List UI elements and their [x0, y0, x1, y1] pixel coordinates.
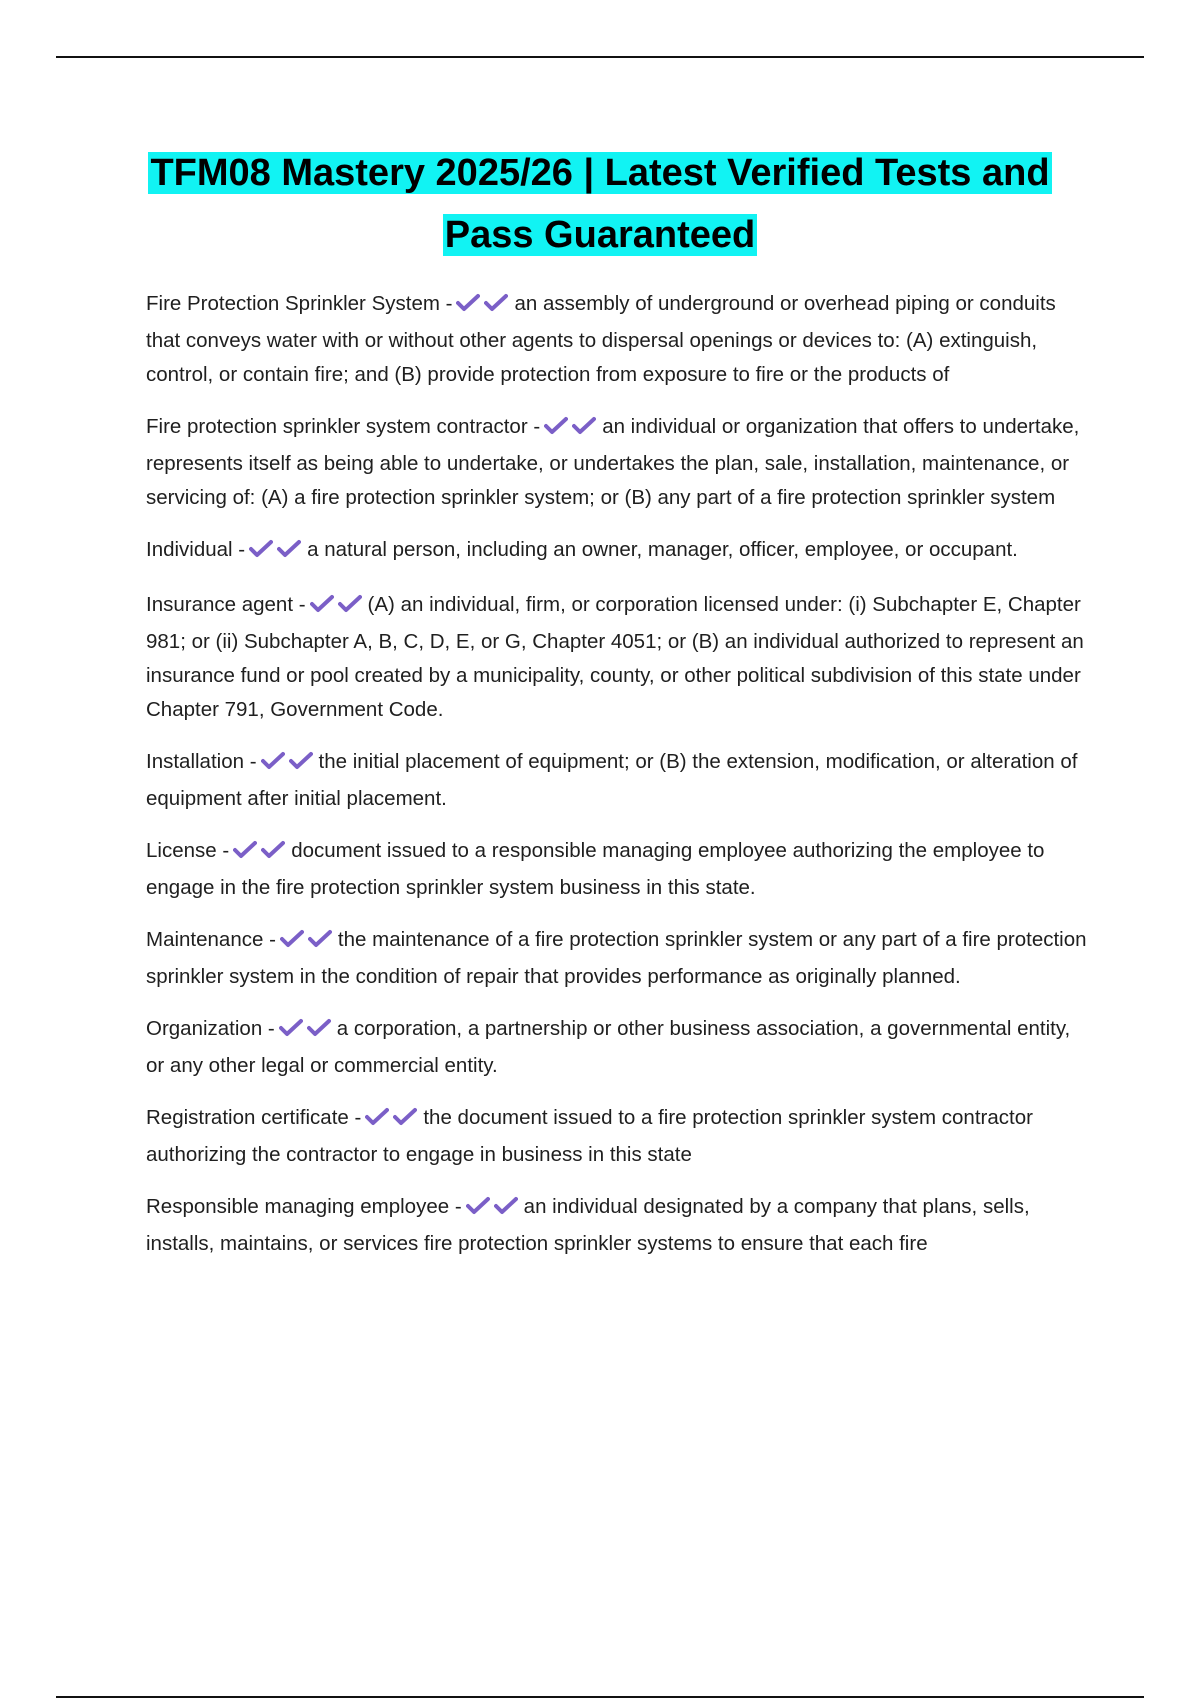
- definition-text: a natural person, including an owner, manager, officer, employee, or occupant.: [307, 538, 1018, 561]
- checkmark-icon: [365, 1107, 389, 1127]
- checkmark-icon: [308, 929, 332, 949]
- checkmark-icon: [277, 539, 301, 559]
- checkmark-icon: [233, 840, 257, 860]
- definition-entry: [146, 923, 1094, 994]
- bottom-rule: [56, 1696, 1144, 1698]
- definition-term: Fire protection sprinkler system contractor -: [146, 415, 541, 438]
- check-icons: [249, 536, 305, 570]
- checkmark-icon: [310, 594, 334, 614]
- checkmark-icon: [289, 751, 313, 771]
- title-line-1: TFM08 Mastery 2025/26 | Latest Verified Tests and: [150, 152, 1050, 194]
- definition-term: Individual -: [146, 538, 246, 561]
- check-icons: [310, 591, 366, 625]
- definition-term: Organization -: [146, 1017, 275, 1040]
- check-icons: [280, 926, 336, 960]
- definition-text: a corporation, a partnership or other business association, a governmental entity, or any other legal or commercial entity.: [146, 1017, 1071, 1077]
- definition-entry: [146, 287, 1094, 392]
- page-title: [100, 142, 1100, 266]
- definition-text: an individual or organization that offers to undertake, represents itself as being able to undertake, or undertakes the plan, sale, installation, maintenance, or servicing of: (A) a fire protection sprinkler system; or (B) any part of a fire protection sprinkler system: [146, 415, 1080, 509]
- check-icons: [279, 1015, 335, 1049]
- definition-term: Registration certificate -: [146, 1106, 362, 1129]
- check-icons: [233, 837, 289, 871]
- definition-text: an assembly of underground or overhead piping or conduits that conveys water with or without other agents to dispersal openings or devices to: (A) extinguish, control, or contain fire; and (B) provide protection from exposure to fire or the products of: [146, 292, 1056, 386]
- definition-text: an individual designated by a company that plans, sells, installs, maintains, or services fire protection sprinkler systems to ensure that each fire: [146, 1195, 1030, 1255]
- definition-text: the maintenance of a fire protection sprinkler system or any part of a fire protection sprinkler system in the condition of repair that provides performance as originally planned.: [146, 928, 1087, 988]
- checkmark-icon: [393, 1107, 417, 1127]
- checkmark-icon: [338, 594, 362, 614]
- checkmark-icon: [279, 1018, 303, 1038]
- checkmark-icon: [544, 416, 568, 436]
- top-rule: [56, 56, 1144, 58]
- check-icons: [544, 413, 600, 447]
- checkmark-icon: [307, 1018, 331, 1038]
- definition-entry: [146, 410, 1094, 515]
- check-icons: [261, 748, 317, 782]
- checkmark-icon: [261, 751, 285, 771]
- checkmark-icon: [249, 539, 273, 559]
- check-icons: [365, 1104, 421, 1138]
- definitions-list: [146, 287, 1094, 1279]
- definition-text: the document issued to a fire protection sprinkler system contractor authorizing the contractor to engage in business in this state: [146, 1106, 1033, 1166]
- checkmark-icon: [484, 293, 508, 313]
- checkmark-icon: [466, 1196, 490, 1216]
- title-line-2: Pass Guaranteed: [444, 214, 756, 256]
- definition-term: Maintenance -: [146, 928, 276, 951]
- definition-entry: [146, 1190, 1094, 1261]
- definition-entry: [146, 834, 1094, 905]
- checkmark-icon: [572, 416, 596, 436]
- checkmark-icon: [494, 1196, 518, 1216]
- definition-text: (A) an individual, firm, or corporation licensed under: (i) Subchapter E, Chapter 981; or (ii) Subchapter A, B, C, D, E, or G, Chapter 4051; or (B) an individual authorized to represent an insurance fund or pool created by a municipality, county, or other political subdivision of this state under Chapter 791, Government Code.: [146, 593, 1084, 721]
- definition-entry: [146, 588, 1094, 727]
- definition-term: License -: [146, 839, 230, 862]
- checkmark-icon: [280, 929, 304, 949]
- definition-entry: [146, 1101, 1094, 1172]
- definition-term: Installation -: [146, 750, 257, 773]
- definition-entry: [146, 745, 1094, 816]
- definition-term: Responsible managing employee -: [146, 1195, 462, 1218]
- definition-entry: [146, 1012, 1094, 1083]
- definition-text: document issued to a responsible managing employee authorizing the employee to engage in the fire protection sprinkler system business in this state.: [146, 839, 1045, 899]
- definition-term: Fire Protection Sprinkler System -: [146, 292, 453, 315]
- definition-text: the initial placement of equipment; or (B) the extension, modification, or alteration of equipment after initial placement.: [146, 750, 1078, 810]
- check-icons: [466, 1193, 522, 1227]
- definition-term: Insurance agent -: [146, 593, 306, 616]
- checkmark-icon: [261, 840, 285, 860]
- check-icons: [456, 290, 512, 324]
- checkmark-icon: [456, 293, 480, 313]
- definition-entry: [146, 533, 1094, 570]
